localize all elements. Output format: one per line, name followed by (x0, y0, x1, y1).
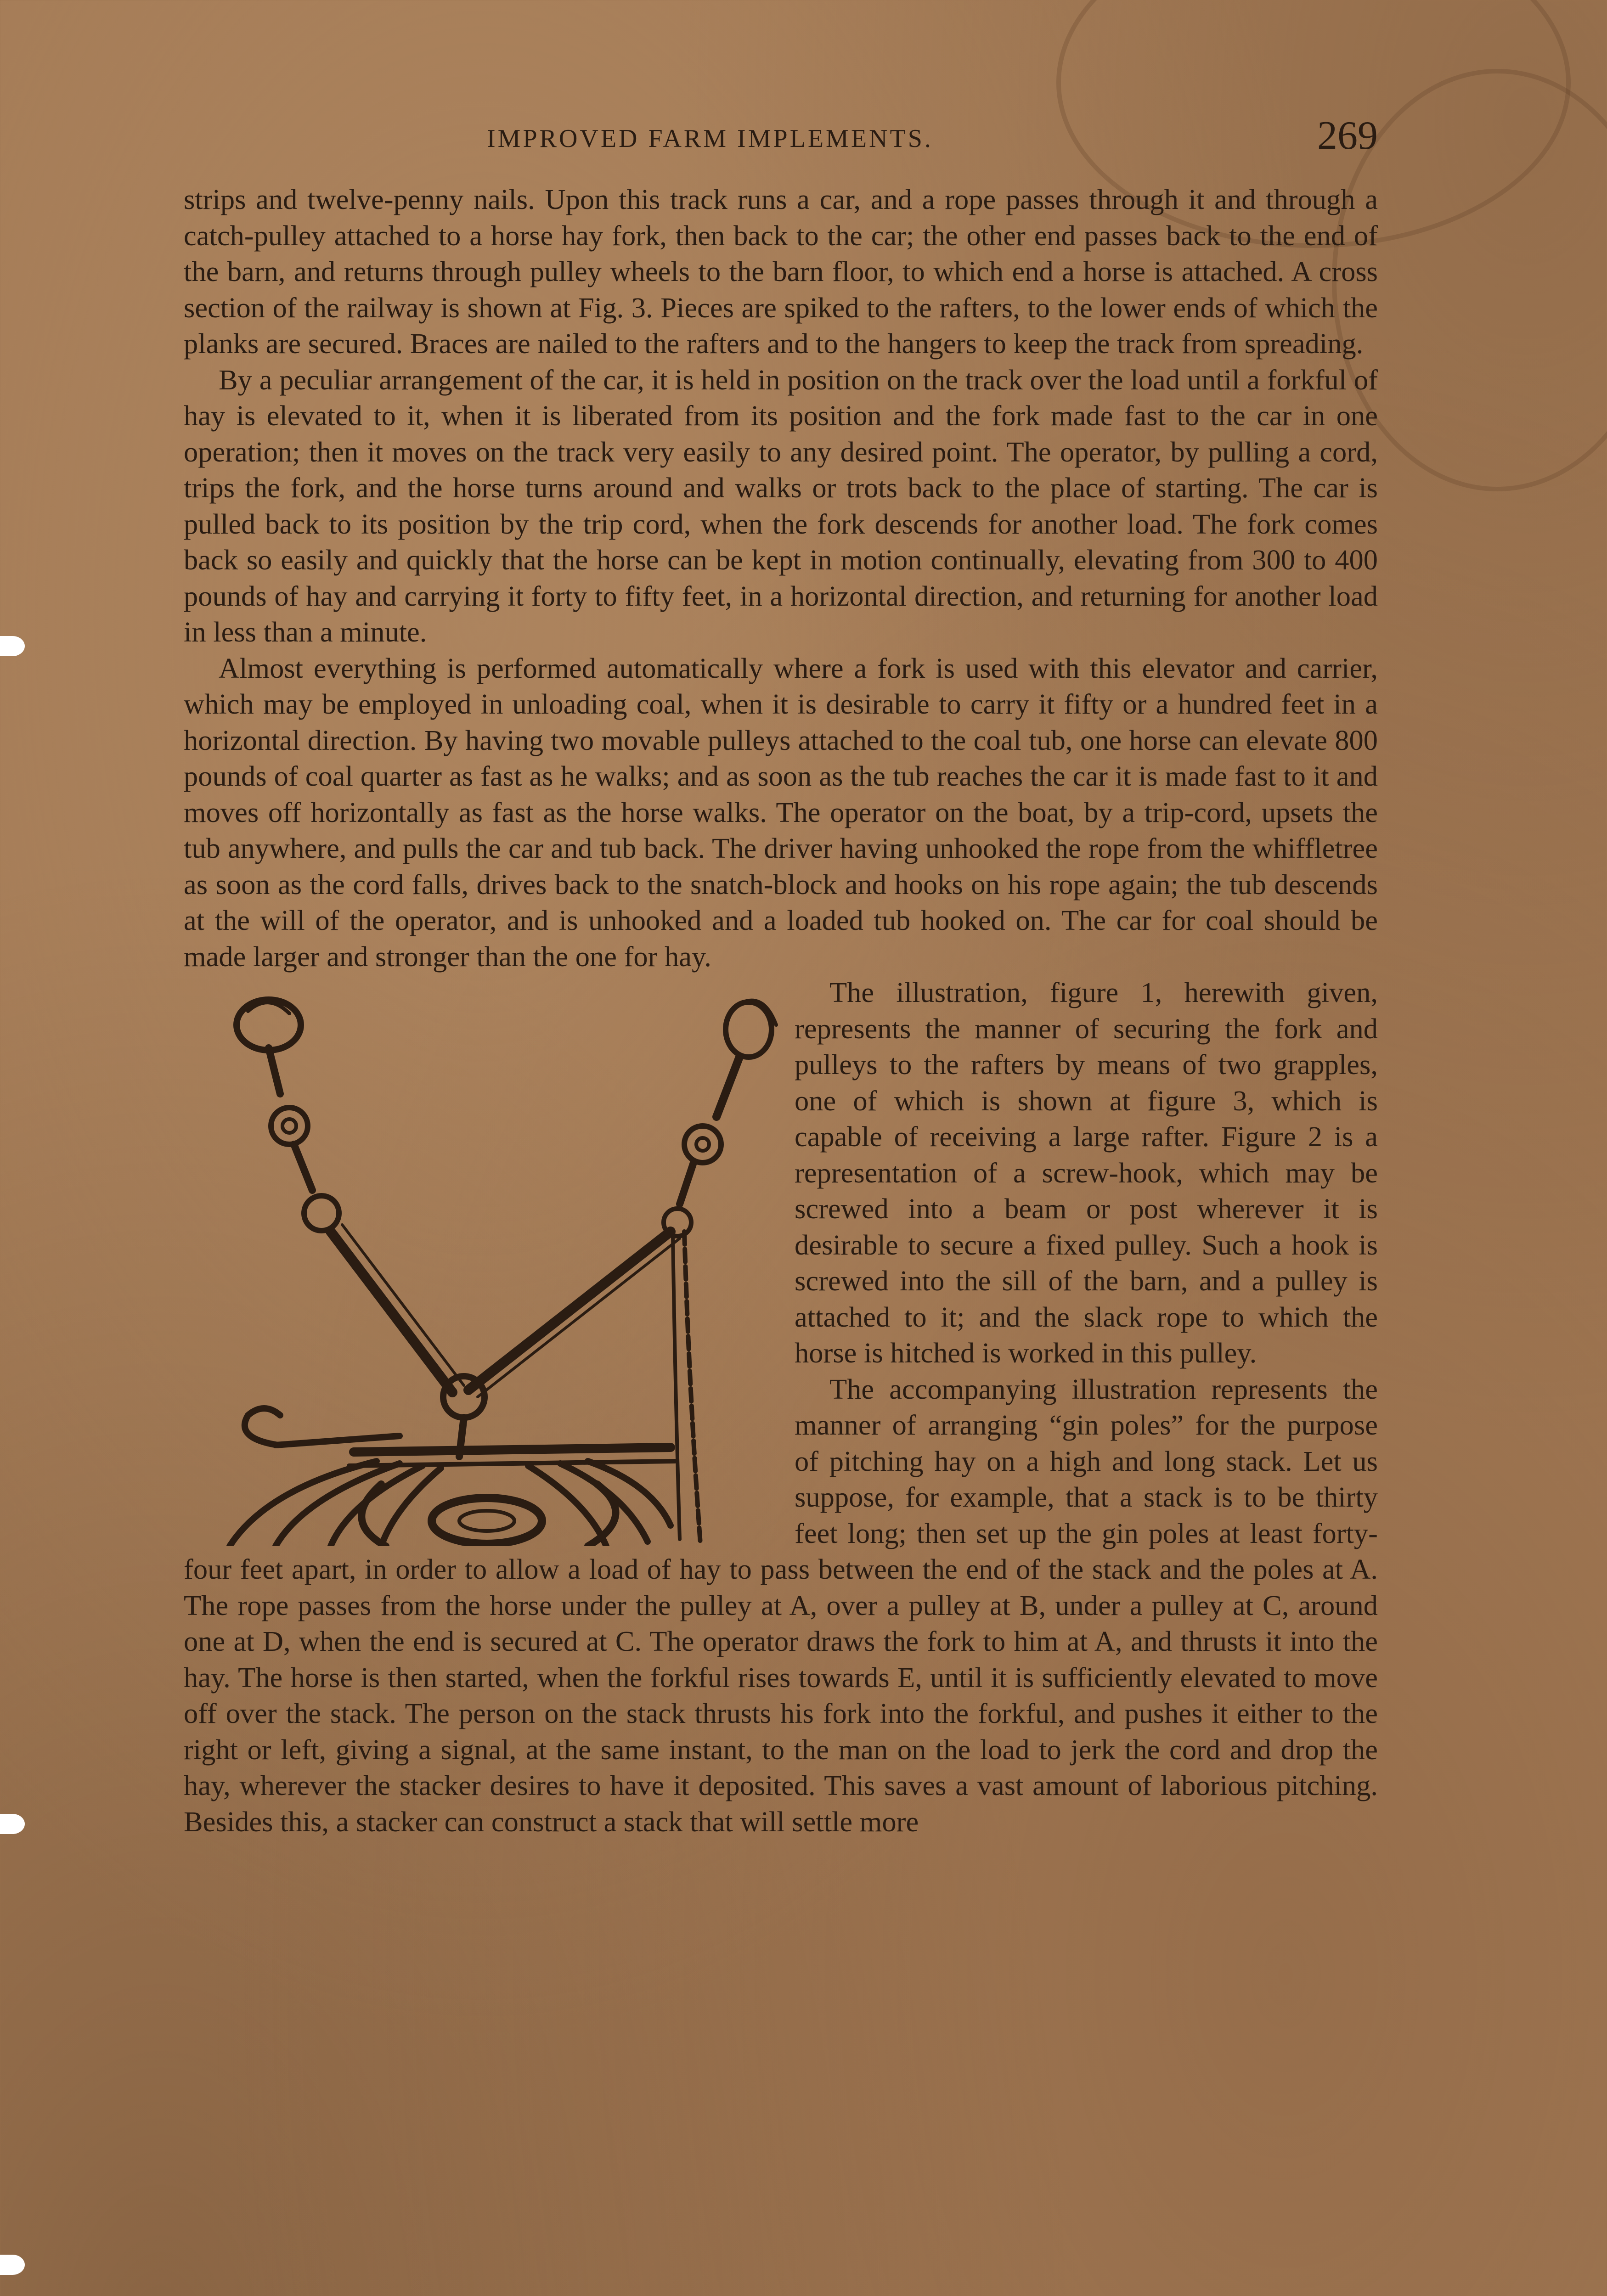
left-pulley-block (237, 1000, 339, 1231)
hay-fork-engraving (184, 974, 781, 1546)
paragraph: By a peculiar arrangement of the car, it is held in position on the track over the load until a forkful of hay is elevated to it, when it is liberated from its position and the fork made fast to the car in one operation; then it moves on the track very easily to any desired point. The operator, by pulling a cord, trips the fork, and the horse turns around and walks or trots back to the place of starting. The car is pulled back to its position by the trip cord, when the fork descends for another load. The fork comes back so easily and quickly that the horse can be kept in motion continually, elevating from 300 to 400 pounds of hay and carrying it forty to fifty feet, in a horizontal direction, and returning for another load in less than a minute. (184, 363, 1378, 648)
paragraph: strips and twelve-penny nails. Upon this track runs a car, and a rope passes through it and through a catch-pulley attached to a horse hay fork, then back to the car; the other end passes back to the end of the barn, and returns through pulley wheels to the barn floor, to which end a horse is attached. A cross section of the railway is shown at Fig. 3. Pieces are spiked to the rafters, to the lower ends of which the planks are secured. Braces are nailed to the rafters and to the hangers to keep the track from spreading. (184, 183, 1378, 360)
fork-tines-left (230, 1461, 441, 1546)
paragraph: Almost everything is performed automatically where a fork is used with this elevator and carrier, which may be employed in unloading coal, when it is desirable to carry it fifty or a hundred feet in a horizontal direction. By having two movable pulleys attached to the coal tub, one horse can elevate 800 pounds of coal quarter as fast as he walks; and as soon as the tub reaches the car it is made fast to it and moves off horizontally as fast as the horse walks. The operator on the boat, by a trip-cord, upsets the tub anywhere, and pulls the car and tub back. The driver having unhooked the rope from the whiffletree as soon as the cord falls, drives back to the snatch-block and hooks on his rope again; the tub descends at the will of the operator, and is unhooked and a loaded tub hooked on. The car for coal should be made larger and stronger than the one for hay. (184, 652, 1378, 973)
binding-hole (0, 636, 25, 656)
paragraph: The accompanying illustration represents the manner of arranging “gin poles” for the purpose of pitching hay on a high and long stack. Let us suppose, for example, that a stack is to be thirty feet long; then set up the gin poles at least forty-four feet apart, in order to allow a load of hay to pass between the end of the stack and the poles at A. The rope passes from the horse under the pulley at A, over a pulley at B, under a pulley at C, around one at D, when the end is secured at C. The operator draws the fork to him at A, and thrusts it into the hay. The horse is then started, when the forkful rises towards E, until it is sufficiently elevated to move off over the stack. The person on the stack thrusts his fork into the forkful, and pushes it either to the right or left, giving a signal, at the same instant, to the man on the load to jerk the cord and drop the hay, wherever the stacker desires to have it deposited. This saves a vast amount of laborious pitching. Besides this, a stacker can construct a stack that will settle more (184, 1373, 1378, 1838)
page-number: 269 (1317, 113, 1378, 158)
running-head: IMPROVED FARM IMPLEMENTS. (487, 124, 933, 153)
binding-hole (0, 1814, 25, 1834)
body-text (184, 181, 1378, 1840)
right-pulley-block (664, 1001, 776, 1236)
page-header (184, 106, 1378, 174)
hay-fork-illustration (184, 974, 781, 1546)
fork-head (349, 1376, 675, 1466)
paragraph: The illustration, figure 1, herewith given, represents the manner of securing the fork and pulleys to the rafters by means of two grapples, one of which is shown at figure 3, which is capable of receiving a large rafter. Figure 2 is a representation of a screw-hook, which may be screwed into a beam or post wherever it is desirable to secure a fixed pulley. Such a hook is screwed into the sill of the barn, and a pulley is attached to it; and the slack rope to which the horse is hitched is worked in this pulley. (795, 976, 1378, 1369)
fork-tines-right (528, 1461, 671, 1546)
binding-hole (0, 2255, 25, 2275)
